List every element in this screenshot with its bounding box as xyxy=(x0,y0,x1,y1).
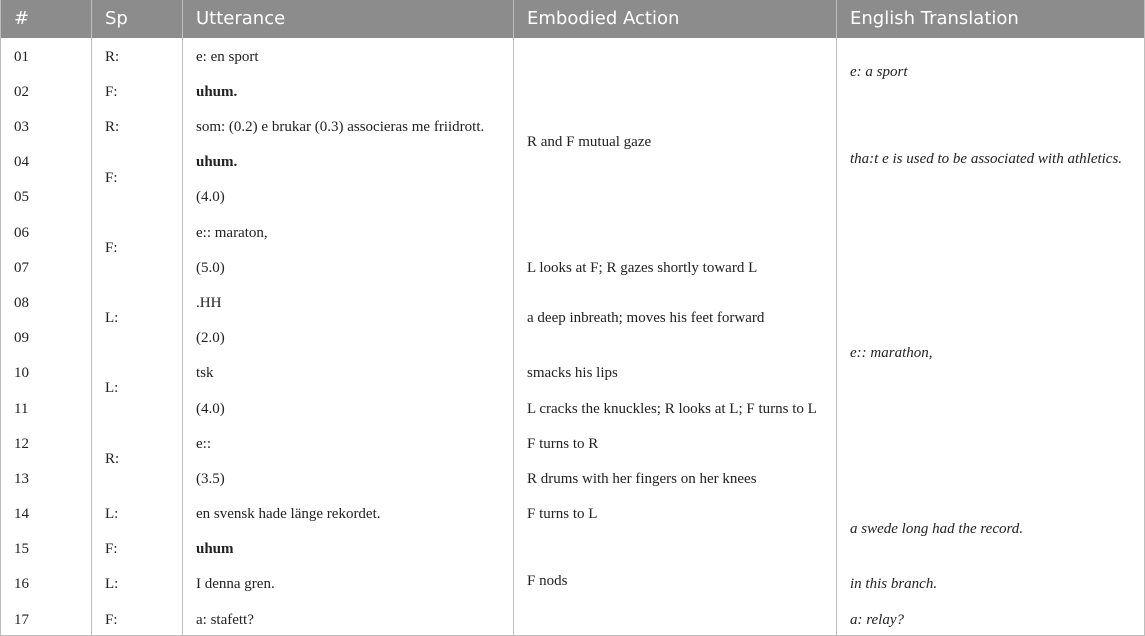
header-number: # xyxy=(14,8,30,29)
utterance: uhum xyxy=(196,541,234,557)
speaker: F: xyxy=(105,612,118,628)
utterance: e:: xyxy=(196,436,211,452)
utterance: som: (0.2) e brukar (0.3) associeras me friidrott. xyxy=(196,119,485,135)
header-english-translation: English Translation xyxy=(850,8,1019,29)
speaker: L: xyxy=(105,506,119,522)
speaker: R: xyxy=(105,49,120,65)
embodied-action: F nods xyxy=(527,573,568,589)
line-number: 16 xyxy=(14,576,29,592)
translation: e:: marathon, xyxy=(850,345,933,361)
speaker: F: xyxy=(105,541,118,557)
header-utterance: Utterance xyxy=(196,8,286,29)
translation: a: relay? xyxy=(850,612,905,628)
line-number: 06 xyxy=(14,225,29,241)
utterance: (4.0) xyxy=(196,189,225,205)
utterance: .HH xyxy=(196,295,222,311)
speaker: R: xyxy=(105,119,120,135)
embodied-action: L looks at F; R gazes shortly toward L xyxy=(527,260,758,276)
line-number: 10 xyxy=(14,365,29,381)
utterance: (2.0) xyxy=(196,330,225,346)
line-number: 14 xyxy=(14,506,29,522)
line-number: 13 xyxy=(14,471,29,487)
speaker: L: xyxy=(105,310,119,326)
speaker: F: xyxy=(105,240,118,256)
embodied-action: R drums with her fingers on her knees xyxy=(527,471,757,487)
line-number: 15 xyxy=(14,541,29,557)
utterance: uhum. xyxy=(196,84,238,100)
utterance: tsk xyxy=(196,365,214,381)
speaker: F: xyxy=(105,84,118,100)
translation: e: a sport xyxy=(850,64,908,80)
embodied-action: F turns to L xyxy=(527,506,598,522)
header-speaker: Sp xyxy=(105,8,128,29)
utterance: (5.0) xyxy=(196,260,225,276)
embodied-action: L cracks the knuckles; R looks at L; F turns to L xyxy=(527,401,817,417)
translation: tha:t e is used to be associated with athletics. xyxy=(850,151,1123,167)
line-number: 04 xyxy=(14,154,29,170)
line-number: 03 xyxy=(14,119,29,135)
translation: a swede long had the record. xyxy=(850,521,1024,537)
embodied-action: R and F mutual gaze xyxy=(527,134,652,150)
line-number: 01 xyxy=(14,49,29,65)
line-number: 12 xyxy=(14,436,29,452)
line-number: 09 xyxy=(14,330,29,346)
utterance: uhum. xyxy=(196,154,238,170)
utterance: a: stafett? xyxy=(196,612,254,628)
line-number: 11 xyxy=(14,401,29,417)
speaker: F: xyxy=(105,170,118,186)
embodied-action: a deep inbreath; moves his feet forward xyxy=(527,310,765,326)
utterance: e:: maraton, xyxy=(196,225,268,241)
embodied-action: F turns to R xyxy=(527,436,599,452)
speaker: R: xyxy=(105,451,120,467)
line-number: 02 xyxy=(14,84,29,100)
speaker: L: xyxy=(105,576,119,592)
line-number: 08 xyxy=(14,295,29,311)
embodied-action: smacks his lips xyxy=(527,365,618,381)
utterance: I denna gren. xyxy=(196,576,275,592)
translation: in this branch. xyxy=(850,576,938,592)
utterance: (3.5) xyxy=(196,471,225,487)
line-number: 17 xyxy=(14,612,29,628)
utterance: en svensk hade länge rekordet. xyxy=(196,506,381,522)
line-number: 07 xyxy=(14,260,29,276)
line-number: 05 xyxy=(14,189,29,205)
utterance: e: en sport xyxy=(196,49,259,65)
utterance: (4.0) xyxy=(196,401,225,417)
speaker: L: xyxy=(105,380,119,396)
header-embodied-action: Embodied Action xyxy=(527,8,680,29)
